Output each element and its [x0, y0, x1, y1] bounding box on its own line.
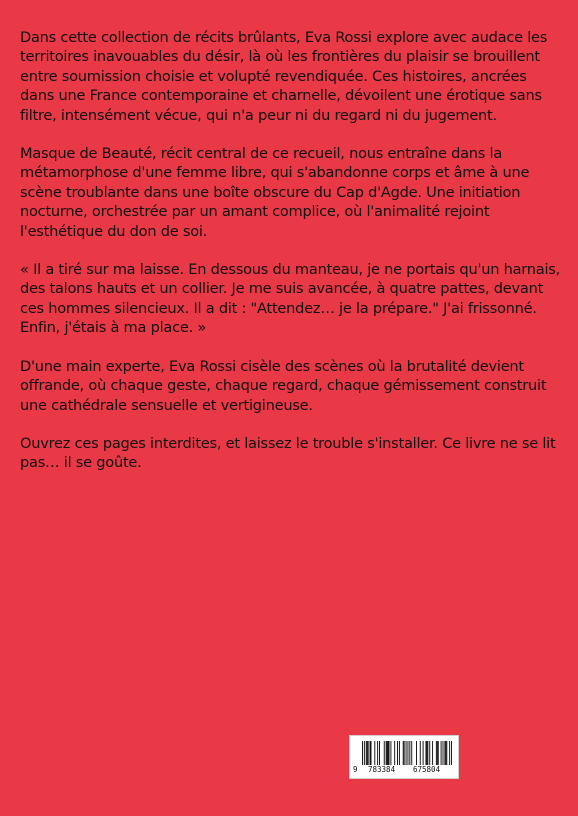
barcode-bar — [451, 741, 452, 765]
barcode-digits-left: 783384 — [368, 765, 396, 774]
barcode-bar — [446, 741, 447, 765]
barcode-bar — [384, 741, 385, 765]
barcode-bar — [411, 741, 412, 765]
barcode-bar — [379, 741, 380, 765]
barcode-bar — [444, 741, 445, 765]
isbn-barcode — [349, 735, 459, 779]
barcode-bar — [366, 741, 367, 765]
barcode-bar — [374, 741, 375, 765]
barcode-bar — [443, 741, 444, 765]
barcode-bar — [441, 741, 442, 765]
paragraph-intro: Dans cette collection de récits brûlants, Eva Rossi explore avec audace les territoires inavouables du désir, là où les frontières du plaisir se brouillent entre soumission choisie et volupté revendiquée. Ces histoires, ancrées dans une France contemporaine et charnelle, dévoilent une érotique sans filtre, intensément vécue, qui n'a peur ni du regard ni du jugement. — [20, 29, 548, 124]
barcode-bar — [416, 741, 417, 765]
barcode-bar — [388, 741, 389, 765]
barcode-bar — [371, 741, 372, 765]
barcode-bar — [390, 741, 391, 765]
blurb-text — [20, 28, 560, 492]
barcode-bars — [362, 741, 452, 765]
barcode-bar — [389, 741, 390, 765]
barcode-bar — [423, 741, 424, 765]
barcode-bar — [420, 741, 421, 765]
barcode-bar — [445, 741, 446, 765]
barcode-bar — [449, 741, 450, 765]
barcode-bar — [425, 741, 426, 765]
barcode-bar — [387, 741, 388, 765]
barcode-digit-lead: 9 — [353, 765, 358, 774]
barcode-bar — [432, 741, 433, 765]
barcode-bar — [406, 741, 407, 765]
barcode-bar — [364, 741, 365, 765]
barcode-bar — [370, 741, 371, 765]
barcode-bar — [367, 741, 368, 765]
barcode-bar — [407, 741, 408, 765]
barcode-bar — [397, 741, 398, 765]
paragraph-closing: Ouvrez ces pages interdites, et laissez le trouble s'installer. Ce livre ne se lit pas… il se goûte. — [20, 434, 556, 472]
barcode-bar — [436, 741, 437, 765]
barcode-bar — [399, 741, 400, 765]
barcode-bar — [409, 741, 410, 765]
barcode-bar — [429, 741, 430, 765]
barcode-bar — [438, 741, 439, 765]
barcode-bar — [368, 741, 369, 765]
paragraph-main-experte: D'une main experte, Eva Rossi cisèle des scènes où la brutalité devient offrande, où chaque geste, chaque regard, chaque gémissement construit une cathédrale sensuelle et vertigineuse. — [20, 357, 547, 414]
barcode-bar — [386, 741, 387, 765]
barcode-bar — [362, 741, 363, 765]
barcode-bar — [437, 741, 438, 765]
paragraph-masque-de-beaute: Masque de Beauté, récit central de ce recueil, nous entraîne dans la métamorphose d'une femme libre, qui s'abandonne corps et âme à une scène troublante dans une boîte obscure du Cap d'Agde. Une initiation nocturne, orchestrée par un amant complice, où l'animalité rejoint l'esthétique du don de soi. — [20, 145, 530, 240]
barcode-bar — [403, 741, 404, 765]
barcode-bar — [394, 741, 395, 765]
paragraph-quote: « Il a tiré sur ma laisse. En dessous du manteau, je ne portais qu'un harnais, des talons hauts et un collier. Je me suis avancée, à quatre pattes, devant ces hommes silencieux. Il a dit : "Attendez… je la prépare." J'ai frissonné. Enfin, j'étais à ma place. » — [20, 261, 561, 337]
barcode-bar — [377, 741, 378, 765]
barcode-bar — [404, 741, 405, 765]
barcode-bar — [427, 741, 428, 765]
barcode-bar — [426, 741, 427, 765]
barcode-digits-right: 675804 — [413, 765, 441, 774]
